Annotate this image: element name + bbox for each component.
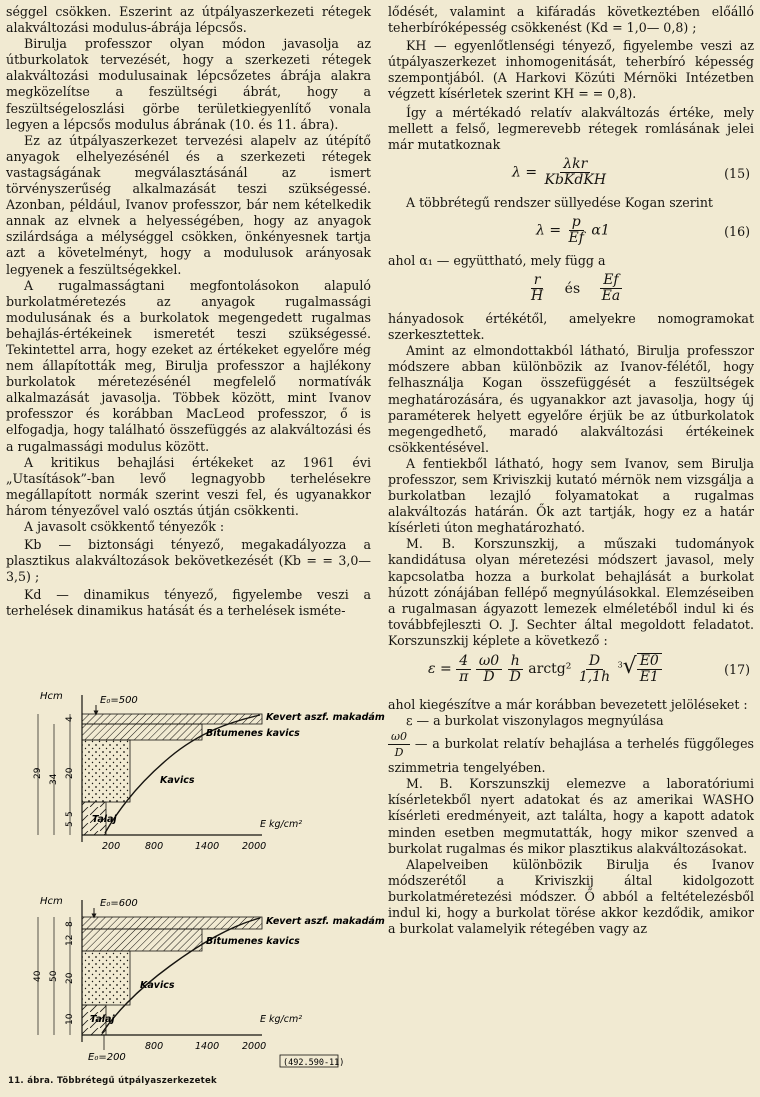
eq-numerator: λkr (560, 157, 590, 173)
paragraph: A fentiekből látható, hogy sem Ivanov, sem Birulja professzor, sem Kriviszkij kutató mérnök nem vizsgálja a burkolatban lezajló folyamatokat a rugalmas alakváltozás határán. Ők azt tartják, hogy ez a határ kísérleti úton meghatározható. (388, 455, 754, 536)
e-label: E₀=500 (100, 695, 138, 706)
paragraph (388, 729, 754, 776)
eq-numerator: ω0 (388, 729, 410, 745)
eq-lhs: λ = (536, 222, 562, 239)
eq-denominator: D (483, 668, 495, 685)
tick-label: 200 (102, 841, 121, 852)
eq-denominator: E1 (639, 669, 659, 685)
layer-label: Kavics (140, 980, 175, 991)
layer-label: Bitumenes kavics (206, 936, 300, 947)
layer-label: Kavics (160, 775, 195, 786)
thickness-label: 50 (49, 970, 59, 982)
tick-label: 800 (145, 1041, 164, 1052)
layer-label: Kevert aszf. makadám (266, 712, 385, 723)
unit-label: E kg/cm² (260, 1014, 303, 1025)
definition-kh: KH — egyenlőtlenségi tényező, figyelembe veszi az útpályaszerkezet inhomogenitását, teherbíró képesség szempontjából. (A Harkovi Közúti Mérnöki Intézetben végzett kísérletek szerint KH = = 0,8). (388, 38, 754, 102)
tick-label: 1400 (195, 841, 220, 852)
right-column (388, 4, 754, 937)
paragraph: ahol kiegészítve a már korábban bevezetett jelöléseket : (388, 697, 748, 712)
eq-fraction (507, 654, 524, 685)
eq-root-index: 3 (617, 660, 623, 670)
eq-fraction (599, 273, 624, 304)
layer-label: Kevert aszf. makadám (266, 916, 385, 927)
layer-bitumen-gravel (82, 724, 202, 740)
paragraph: lődését, valamint a kifáradás következtében előálló teherbíróképesség csökkenést (Kd = 1,0— 0,8) ; (388, 4, 754, 36)
eq-number: (16) (724, 223, 750, 239)
thickness-label: 12 (65, 934, 75, 946)
equation-16 (388, 215, 754, 249)
layer-label: Bitumenes kavics (206, 728, 300, 739)
tick-label: 2000 (242, 1041, 267, 1052)
e-label: E₀=600 (100, 898, 138, 909)
eq-numerator: E0 (637, 654, 662, 670)
paragraph: M. B. Korszunszkij, a műszaki tudományok kandidátusa olyan méretezési módszert javasol, mely kapcsolatba hozza a burkolat behajlását a burkolat húzott zónájában fellépő megnyúlásokkal. Elemzéseiben a rugalmasan ágyazott lemezek elméletéből indul ki és továbbfejleszti O. J. Sechter által megoldott feladatot. Korszunszkij képlete a következő : (388, 536, 754, 648)
eq-fraction (542, 157, 610, 188)
e0-label: E₀=200 (88, 1052, 126, 1063)
eq-numerator: r (531, 273, 544, 289)
layer-gravel (82, 740, 130, 802)
paragraph: A javasolt csökkentő tényezők : (24, 519, 225, 534)
paragraph: ahol α₁ — együttható, mely függ a (388, 252, 606, 268)
definition-kb: Kb — biztonsági tényező, megakadályozza a plasztikus alakváltozások bekövetkezését (Kb = = 3,0—3,5) ; (6, 537, 371, 585)
eq-lhs: ε = (428, 661, 452, 677)
paragraph: M. B. Korszunszkij elemezve a laboratóriumi kísérletekből nyert adatokat és az amerikai WASHO kísérleti eredményeit, azt találta, hogy a kapott adatok minden esetben megmutatták, hogy mikor szenved a burkolat rugalmas és mikor plasztikus alakváltozásokat. (388, 776, 754, 856)
paragraph: A rugalmasságtani megfontolásokon alapuló burkolatméretezés az anyagok rugalmassági modulusának és a burkolatok megengedett rugalmas behajlás-értékeinek ismeretét teszi szükségessé. Tekintettel arra, hogy ezeket az értékeket egyelőre még nem állapították meg, Birulja professzor a hajlékony burkolatok méretezésénél megfelelő normatívák alkalmazását javasolja. Többek között, mint Ivanov professzor és korábban MacLeod professzor, ő is elfogadja, hogy található összefüggés az alakváltozási és a rugalmassági modulus között. (6, 277, 371, 454)
ratio-expression (388, 273, 754, 307)
eq-denominator: D (509, 668, 521, 685)
eq-denominator: Ea (601, 288, 621, 305)
eq-denominator: H (531, 288, 544, 305)
paragraph: ε — a burkolat viszonylagos megnyúlása (406, 713, 664, 729)
tick-label: 1400 (195, 1041, 220, 1052)
eq-function: arctg² (528, 661, 572, 677)
paragraph: A kritikus behajlási értékeket az 1961 évi „Utasítások”-ban levő legnagyobb terhelésekre megállapított normák szerint veszi fel, és ugyanakkor három tényezővel való osztás útján csökkenti. (6, 454, 371, 518)
thickness-label: 40 (33, 970, 43, 982)
eq-lhs: λ = (512, 164, 538, 181)
paragraph: hányadosok értékétől, amelyekre nomogramokat szerkesztettek. (388, 311, 754, 343)
layer-bitumen-gravel (82, 929, 202, 951)
thickness-label: 4 (65, 716, 75, 722)
paragraph: Amint az elmondottakból látható, Birulja professzor módszere abban különbözik az Ivanov-félétől, hogy felhasználja Kogan összefüggését a feszültségek meghatározására, és ugyanakkor azt javasolja, hogy új paraméterek helyett egyelőre érjük be az útburkolatok megengedhető, maradó alakváltozási értékeinek csökkentésével. (388, 343, 754, 455)
thickness-label: 10 (65, 1013, 75, 1025)
equation-17: ε = $\frac{4}{\pi}$ $\frac{\omega 0}{D}$ $\frac{h}{D}$ arctg² $\frac{D}{1,1h}$ $^3$√ $\frac{E0}{E1}$ (17) (428, 652, 750, 685)
thickness-label: 20 (65, 972, 75, 984)
eq-numerator: D (586, 654, 603, 670)
eq-number: (15) (724, 165, 750, 181)
tick-label: 800 (145, 841, 164, 852)
eq-fraction (388, 729, 410, 760)
top-diagram (33, 691, 385, 852)
left-column (6, 4, 371, 622)
eq-numerator: Ef (600, 273, 621, 289)
paragraph: Ez az útpályaszerkezet tervezési alapelv az útépítő anyagok elhelyezésénél és a szerkezeti rétegek vastagságának megválasztásánál az ismert törvényszerűség alkalmazását teszi szükségessé. Azonban, például, Ivanov professzor, bár nem kételkedik annak az elvnek a helyességében, hogy az anyagok szilárdsága a mélységgel csökken, önkényesnek tartja azt a követelményt, hogy a modulusok arányosak legyenek a feszültségekkel. (6, 132, 371, 277)
definition-text: — a burkolat relatív behajlása a terhelés függőleges szimmetria tengelyében. (388, 736, 754, 776)
eq-denominator: 1,1h (578, 668, 611, 685)
eq-number: (17) (724, 662, 750, 677)
eq-numerator: p (569, 215, 584, 231)
unit-label: E kg/cm² (260, 819, 303, 830)
paragraph: Alapelveiben különbözik Birulja és Ivanov módszerétől a Kriviszkij által kidolgozott burkolatméretezési módszer. Ő abból a feltételezésből indul ki, hogy a burkolat törése akkor kezdődik, amikor a burkolat valamelyik rétegében vagy az (388, 856, 754, 937)
eq-fraction (476, 654, 502, 685)
hcm-label: Hcm (40, 896, 63, 907)
figure-11 (10, 687, 385, 1087)
layer-gravel (82, 951, 130, 1005)
eq-joiner: és (564, 280, 581, 297)
layer-label: Talaj (90, 1014, 115, 1025)
paragraph: séggel csökken. Eszerint az útpályaszerkezeti rétegek alakváltozási modulus-ábrája lépcsős. (6, 4, 371, 36)
eq-numerator: h (508, 654, 523, 670)
eq-denominator: KbKdKH (544, 171, 607, 188)
hcm-label: Hcm (40, 691, 63, 702)
thickness-label: 5 (65, 811, 75, 817)
figure-caption: 11. ábra. Többrétegű útpályaszerkezetek (8, 1076, 218, 1086)
eq-numerator: 4 (456, 654, 471, 670)
eq-tail: α1 (591, 222, 610, 239)
eq-numerator: ω0 (476, 654, 502, 670)
thickness-label: 5 (65, 821, 75, 827)
eq-fraction (566, 215, 587, 246)
eq-denominator: D (394, 746, 404, 760)
eq-fraction (456, 654, 471, 685)
tick-label: 2000 (242, 841, 267, 852)
figure-stamp: (492.590-11) (283, 1058, 345, 1068)
equation-15 (388, 157, 754, 191)
eq-fraction (576, 654, 613, 685)
thickness-label: 20 (65, 767, 75, 779)
thickness-label: 29 (33, 767, 43, 779)
thickness-label: 34 (49, 773, 59, 785)
thickness-label: 8 (65, 921, 75, 927)
bottom-diagram (33, 896, 385, 1063)
paragraph: A többrétegű rendszer süllyedése Kogan szerint (406, 194, 713, 210)
definition-kd: Kd — dinamikus tényező, figyelembe veszi a terhelések dinamikus hatását és a terhelések isméte- (6, 587, 371, 619)
paragraph: Birulja professzor olyan módon javasolja az útburkolatok tervezését, hogy a szerkezeti rétegek alakváltozási modulusainak lépcsőzetes ábrája alakra megközelítse a feszültségi ábrát, hogy a feszültségeloszlási görbe területkiegyenlítő vonala legyen a lépcsős modulus ábrának (10. és 11. ábra). (6, 36, 371, 132)
eq-denominator: Ef (568, 229, 584, 246)
eq-denominator: π (459, 668, 469, 685)
paragraph: Így a mértékadó relatív alakváltozás értéke, mely mellett a felső, legmerevebb rétegek romlásának jelei már mutatkoznak (388, 104, 754, 152)
layer-label: Talaj (92, 814, 117, 825)
eq-fraction (528, 273, 546, 304)
layer-diagrams (10, 687, 385, 1077)
eq-fraction (637, 653, 662, 685)
